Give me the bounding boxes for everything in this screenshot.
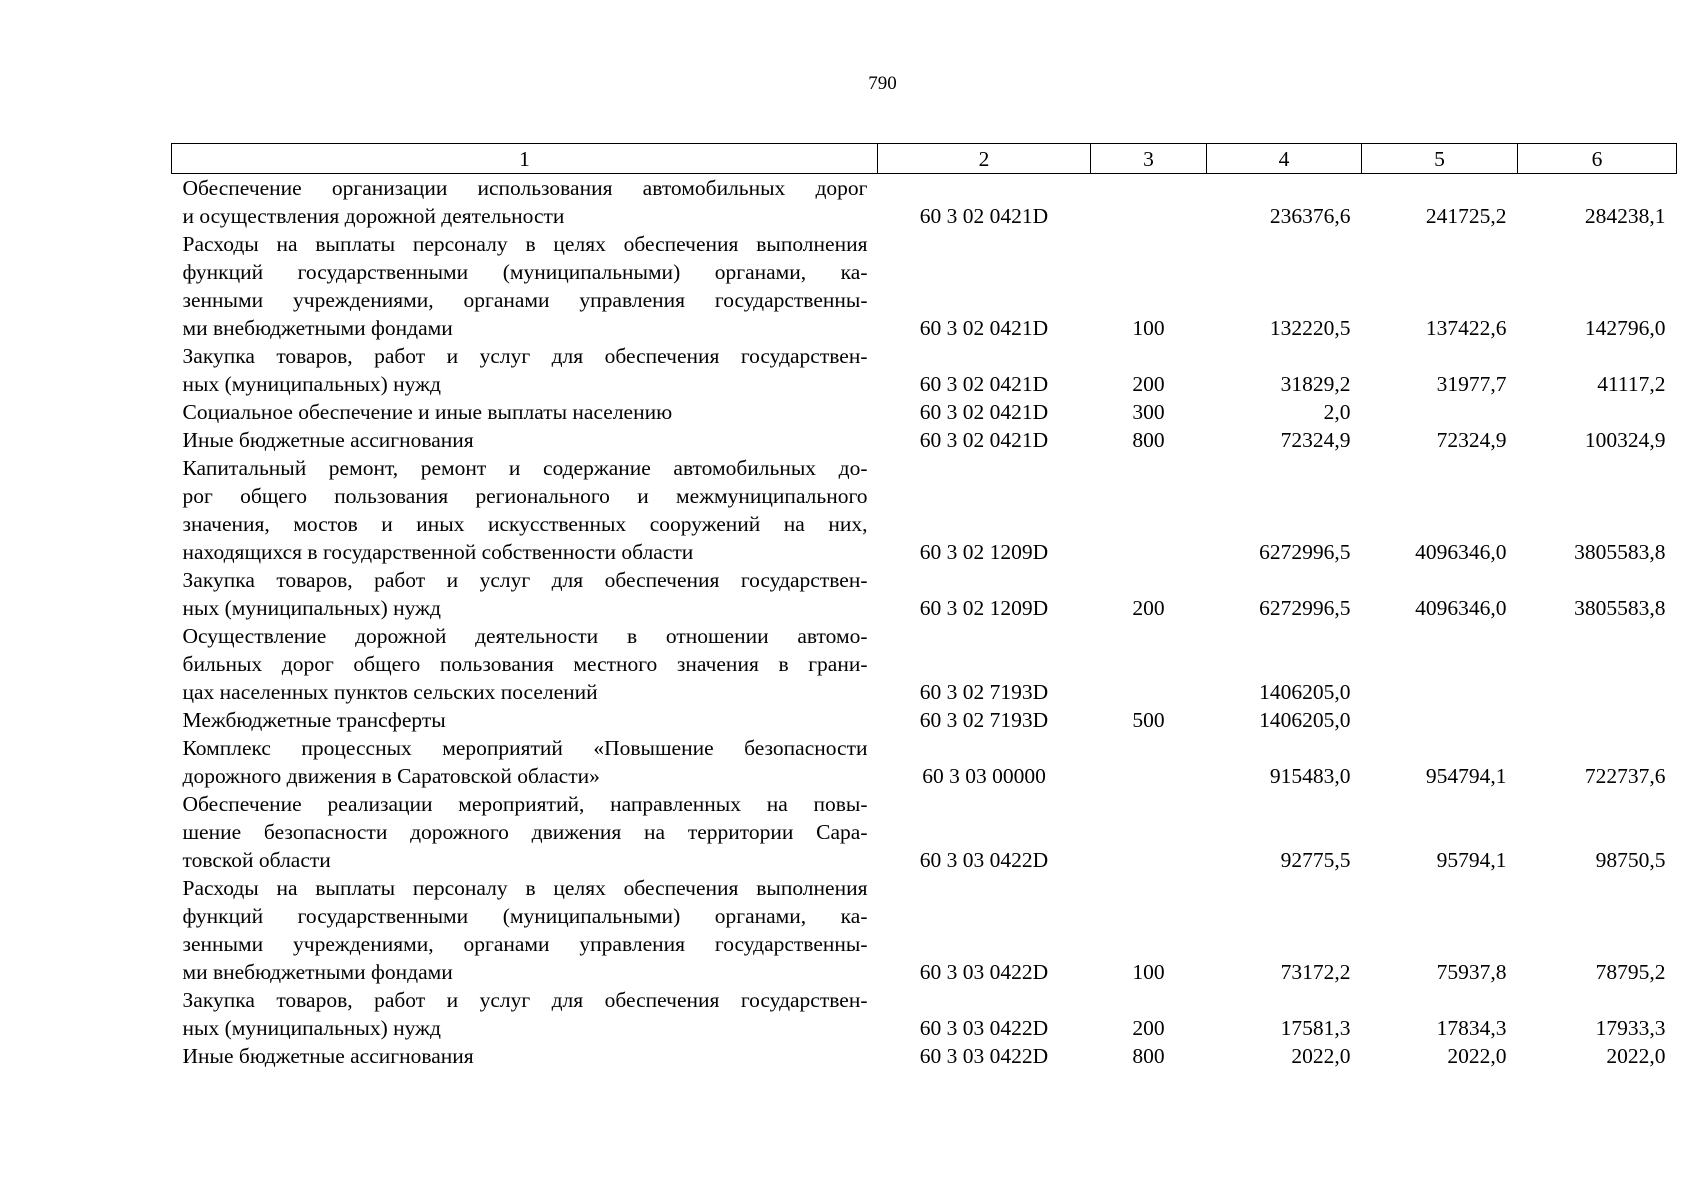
row-value-4: 236376,6 [1269,204,1351,228]
row-code: 60 3 03 0422D [919,1044,1049,1068]
description-line: ми внебюджетными фондами [182,316,453,340]
row-description [172,706,878,734]
row-value-4: 17581,3 [1280,1016,1351,1040]
description-line: шение безопасности дорожного движения на территории Сара- [182,820,868,844]
table-row [172,174,1677,231]
row-expense-type [1091,622,1207,706]
description-line: Расходы на выплаты персоналу в целях обеспечения выполнения [182,232,868,256]
column-header-1: 1 [172,144,878,174]
description-line: и осуществления дорожной деятельности [182,204,565,228]
row-value-4: 31829,2 [1280,372,1351,396]
row-value-5: 2022,0 [1447,1044,1507,1068]
row-value-6 [1518,706,1677,734]
description-line: рог общего пользования регионального и межмуниципального [182,484,868,508]
column-header-2: 2 [878,144,1091,174]
row-description [172,230,878,342]
row-value-4: 915483,0 [1269,764,1351,788]
description-line: зенными учреждениями, органами управления государственны- [182,932,868,956]
description-line: Межбюджетные трансферты [182,708,446,732]
row-expense-type: 200 [1132,1016,1165,1040]
row-value-5: 4096346,0 [1415,540,1507,564]
budget-table [171,143,1677,1070]
table-row [172,426,1677,454]
row-value-4: 132220,5 [1269,316,1351,340]
column-header-5: 5 [1362,144,1518,174]
row-expense-type [1091,454,1207,566]
row-value-4: 6272996,5 [1259,540,1351,564]
row-description [172,986,878,1042]
description-line: товской области [182,848,331,872]
row-value-6 [1518,398,1677,426]
row-code: 60 3 02 0421D [919,316,1049,340]
row-description [172,342,878,398]
row-value-4: 2,0 [1323,400,1351,424]
row-value-5 [1362,622,1518,706]
description-line: функций государственными (муниципальными) органами, ка- [182,904,868,928]
row-description [172,622,878,706]
row-code: 60 3 02 0421D [919,204,1049,228]
table-row [172,706,1677,734]
row-expense-type: 500 [1132,708,1165,732]
description-line: Комплекс процессных мероприятий «Повышение безопасности [182,736,868,760]
row-description [172,566,878,622]
row-value-4: 6272996,5 [1259,596,1351,620]
description-line: Закупка товаров, работ и услуг для обеспечения государствен- [182,988,868,1012]
row-code: 60 3 02 7193D [919,680,1049,704]
row-expense-type: 200 [1132,596,1165,620]
row-value-6: 722737,6 [1584,764,1666,788]
table-header [172,144,1677,174]
description-line: Осуществление дорожной деятельности в отношении автомо- [182,624,868,648]
description-line: ных (муниципальных) нужд [182,372,441,396]
row-value-5: 72324,9 [1436,428,1507,452]
description-line: цах населенных пунктов сельских поселений [182,680,598,704]
table-body [172,174,1677,1071]
row-code: 60 3 02 0421D [919,372,1049,396]
row-description [172,398,878,426]
row-code: 60 3 03 0422D [919,960,1049,984]
row-value-6: 3805583,8 [1574,596,1666,620]
row-description [172,426,878,454]
row-description [172,790,878,874]
row-expense-type: 300 [1132,400,1165,424]
table-row [172,874,1677,986]
description-line: ных (муниципальных) нужд [182,596,441,620]
row-value-5: 75937,8 [1436,960,1507,984]
row-value-6: 98750,5 [1595,848,1666,872]
row-code: 60 3 02 0421D [919,400,1049,424]
description-line: Капитальный ремонт, ремонт и содержание автомобильных до- [182,456,868,480]
description-line: функций государственными (муниципальными) органами, ка- [182,260,868,284]
row-code: 60 3 03 0422D [919,848,1049,872]
row-description [172,1042,878,1070]
row-description [172,454,878,566]
row-code: 60 3 03 0422D [919,1016,1049,1040]
row-expense-type: 100 [1132,960,1165,984]
table-row [172,342,1677,398]
row-value-5: 954794,1 [1425,764,1507,788]
row-value-6: 78795,2 [1595,960,1666,984]
description-line: бильных дорог общего пользования местного значения в грани- [182,652,868,676]
row-value-4: 1406205,0 [1259,680,1351,704]
description-line: Обеспечение организации использования автомобильных дорог [182,176,868,200]
row-expense-type: 800 [1132,1044,1165,1068]
row-value-5 [1362,398,1518,426]
description-line: Обеспечение реализации мероприятий, направленных на повы- [182,792,868,816]
description-line: Закупка товаров, работ и услуг для обеспечения государствен- [182,568,868,592]
description-line: Расходы на выплаты персоналу в целях обеспечения выполнения [182,876,868,900]
table-row [172,790,1677,874]
row-expense-type: 100 [1132,316,1165,340]
table-row [172,734,1677,790]
row-value-4: 1406205,0 [1259,708,1351,732]
table-row [172,1042,1677,1070]
row-description [172,874,878,986]
page-number: 790 [868,73,897,94]
row-expense-type [1091,790,1207,874]
row-code: 60 3 02 7193D [919,708,1049,732]
row-value-5: 241725,2 [1425,204,1507,228]
table-row [172,986,1677,1042]
row-value-5 [1362,706,1518,734]
description-line: значения, мостов и иных искусственных сооружений на них, [182,512,868,536]
column-header-6: 6 [1518,144,1677,174]
row-expense-type [1091,734,1207,790]
row-value-5: 31977,7 [1436,372,1507,396]
row-value-4: 73172,2 [1280,960,1351,984]
row-value-6 [1518,622,1677,706]
description-line: зенными учреждениями, органами управления государственны- [182,288,868,312]
row-description [172,734,878,790]
row-code: 60 3 03 00000 [922,764,1046,788]
row-expense-type: 800 [1132,428,1165,452]
row-value-4: 92775,5 [1280,848,1351,872]
row-value-6: 2022,0 [1606,1044,1666,1068]
row-value-6: 41117,2 [1597,372,1666,396]
description-line: Социальное обеспечение и иные выплаты населению [182,400,673,424]
row-value-4: 2022,0 [1291,1044,1351,1068]
description-line: Закупка товаров, работ и услуг для обеспечения государствен- [182,344,868,368]
description-line: ми внебюджетными фондами [182,960,453,984]
table-row [172,454,1677,566]
row-value-5: 17834,3 [1436,1016,1507,1040]
row-value-5: 137422,6 [1425,316,1507,340]
description-line: ных (муниципальных) нужд [182,1016,441,1040]
table-row [172,622,1677,706]
column-header-4: 4 [1207,144,1362,174]
row-expense-type [1091,174,1207,231]
row-expense-type: 200 [1132,372,1165,396]
header-row [172,144,1677,174]
row-code: 60 3 02 1209D [919,596,1049,620]
row-value-6: 3805583,8 [1574,540,1666,564]
description-line: находящихся в государственной собственности области [182,540,694,564]
table-row [172,230,1677,342]
description-line: Иные бюджетные ассигнования [182,428,474,452]
row-description [172,174,878,231]
row-code: 60 3 02 1209D [919,540,1049,564]
table-row [172,566,1677,622]
row-value-6: 142796,0 [1584,316,1666,340]
row-value-6: 284238,1 [1584,204,1666,228]
row-code: 60 3 02 0421D [919,428,1049,452]
row-value-5: 4096346,0 [1415,596,1507,620]
column-header-3: 3 [1091,144,1207,174]
row-value-6: 100324,9 [1584,428,1666,452]
table-row [172,398,1677,426]
row-value-5: 95794,1 [1436,848,1507,872]
row-value-4: 72324,9 [1280,428,1351,452]
description-line: дорожного движения в Саратовской области» [182,764,600,788]
row-value-6: 17933,3 [1595,1016,1666,1040]
description-line: Иные бюджетные ассигнования [182,1044,474,1068]
